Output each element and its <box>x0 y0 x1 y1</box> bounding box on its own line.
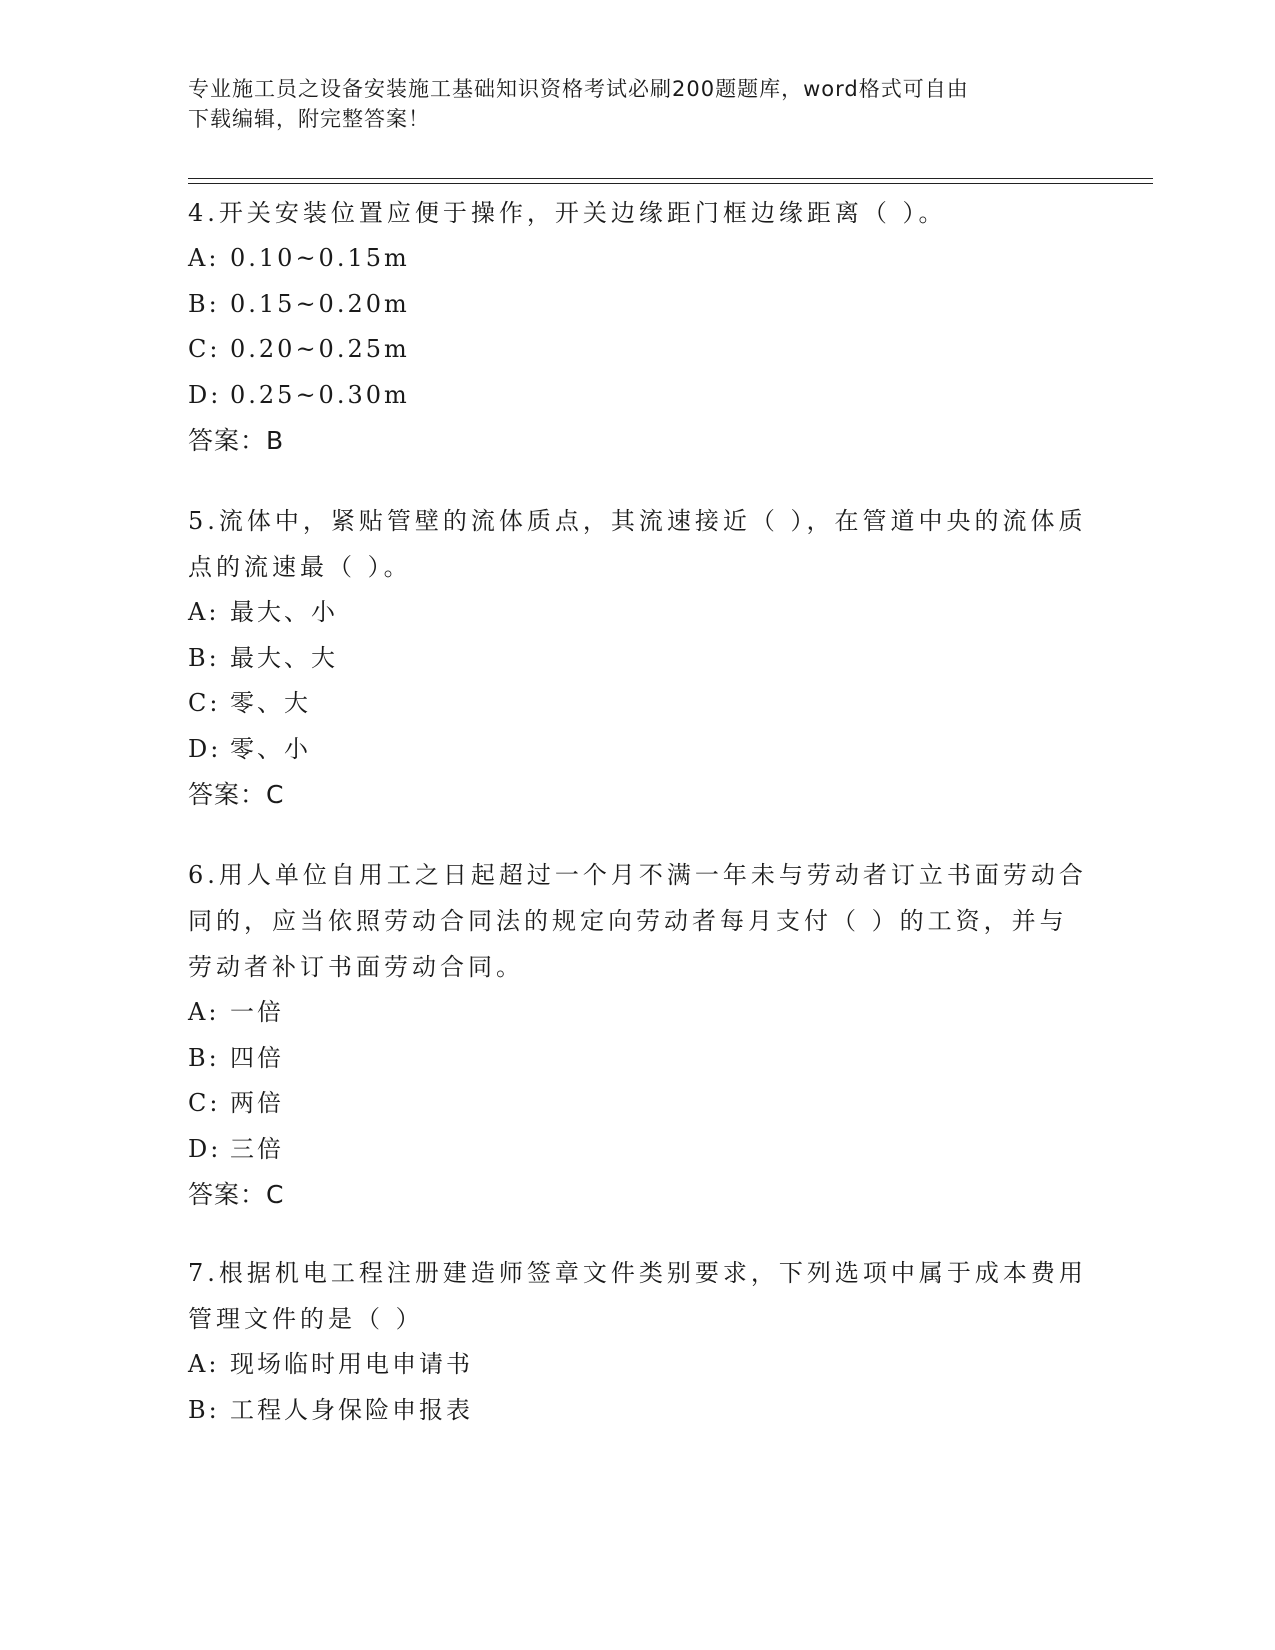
question-6 <box>188 852 1088 1218</box>
option-text: 工程人身保险申报表 <box>230 1395 473 1424</box>
option-d <box>188 727 1088 773</box>
question-7 <box>188 1250 1088 1433</box>
answer-label: 答案：C <box>188 1180 285 1209</box>
option-text: 零、大 <box>230 689 311 717</box>
option-letter: A: <box>188 244 220 272</box>
option-letter: C: <box>188 335 221 363</box>
option-letter: D: <box>188 1134 222 1163</box>
option-text: 0.10~0.15m <box>230 244 410 272</box>
option-c <box>188 327 1088 373</box>
option-letter: D: <box>188 380 222 409</box>
document-header <box>188 74 1088 134</box>
option-letter: B: <box>188 1043 220 1072</box>
option-a <box>188 236 1088 282</box>
option-a <box>188 990 1088 1036</box>
header-line-2: 下载编辑，附完整答案！ <box>188 107 430 131</box>
option-c <box>188 681 1088 727</box>
option-text: 两倍 <box>230 1089 284 1117</box>
option-b <box>188 1388 1088 1434</box>
question-stem: 6.用人单位自用工之日起超过一个月不满一年未与劳动者订立书面劳动合同的，应当依照劳动合同法的规定向劳动者每月支付（ ）的工资，并与劳动者补订书面劳动合同。 <box>188 861 1087 981</box>
option-a <box>188 1342 1088 1388</box>
option-b <box>188 1036 1088 1082</box>
option-letter: C: <box>188 1089 221 1117</box>
option-text: 零、小 <box>230 734 311 763</box>
option-b <box>188 636 1088 682</box>
option-text: 一倍 <box>230 998 284 1026</box>
option-text: 最大、小 <box>230 598 338 626</box>
option-letter: A: <box>188 1350 220 1378</box>
question-stem: 4.开关安装位置应便于操作，开关边缘距门框边缘距离（ ）。 <box>188 199 947 227</box>
question-5 <box>188 498 1088 818</box>
answer-label: 答案：B <box>188 426 285 455</box>
option-letter: B: <box>188 643 220 672</box>
question-stem: 5.流体中，紧贴管壁的流体质点，其流速接近（ ），在管道中央的流体质点的流速最（ ）。 <box>188 507 1087 581</box>
option-text: 现场临时用电申请书 <box>230 1350 473 1378</box>
option-letter: C: <box>188 689 221 717</box>
option-letter: B: <box>188 289 220 318</box>
option-letter: A: <box>188 598 220 626</box>
header-divider-bottom <box>188 183 1153 184</box>
question-4 <box>188 190 1088 464</box>
option-letter: A: <box>188 998 220 1026</box>
option-b <box>188 282 1088 328</box>
option-text: 0.20~0.25m <box>230 335 410 363</box>
header-line-1: 专业施工员之设备安装施工基础知识资格考试必刷200题题库，word格式可自由 <box>188 77 969 101</box>
option-d <box>188 373 1088 419</box>
option-text: 最大、大 <box>230 643 338 672</box>
option-a <box>188 590 1088 636</box>
option-text: 三倍 <box>230 1134 284 1163</box>
option-text: 0.15~0.20m <box>230 289 410 318</box>
answer-label: 答案：C <box>188 780 285 809</box>
option-c <box>188 1081 1088 1127</box>
option-letter: D: <box>188 734 222 763</box>
option-letter: B: <box>188 1395 220 1424</box>
option-text: 四倍 <box>230 1043 284 1072</box>
option-text: 0.25~0.30m <box>230 380 410 409</box>
question-stem: 7.根据机电工程注册建造师签章文件类别要求，下列选项中属于成本费用管理文件的是（ ） <box>188 1259 1087 1333</box>
header-divider-top <box>188 178 1153 179</box>
option-d <box>188 1127 1088 1173</box>
